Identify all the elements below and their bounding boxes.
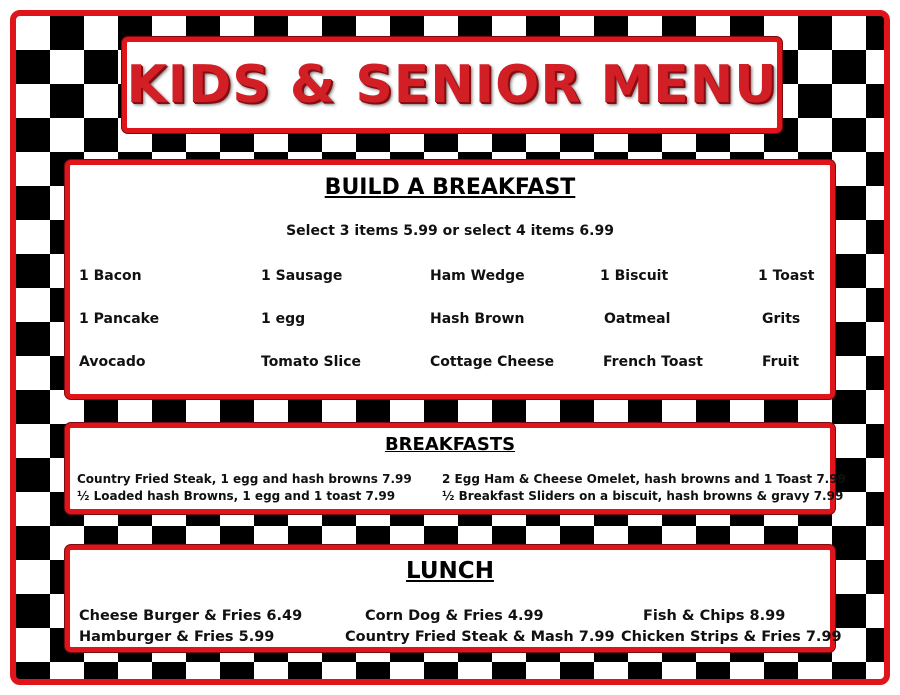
lunch-item: Country Fried Steak & Mash 7.99 — [345, 629, 615, 645]
breakfast-option: Hash Brown — [430, 311, 525, 327]
breakfasts-heading: BREAKFASTS — [384, 434, 516, 455]
build-breakfast-heading: BUILD A BREAKFAST — [324, 175, 576, 200]
breakfast-option: Grits — [762, 311, 801, 327]
build-breakfast-subtitle: Select 3 items 5.99 or select 4 items 6.99 — [286, 223, 614, 239]
breakfast-option: 1 Pancake — [79, 311, 160, 327]
breakfast-option: Oatmeal — [604, 311, 671, 327]
lunch-item: Hamburger & Fries 5.99 — [79, 629, 275, 645]
breakfast-option: Fruit — [762, 354, 800, 370]
breakfast-item: ½ Breakfast Sliders on a biscuit, hash browns & gravy 7.99 — [442, 489, 844, 503]
breakfast-option: French Toast — [603, 354, 703, 370]
breakfast-option: Ham Wedge — [430, 268, 525, 284]
breakfast-option: 1 Sausage — [261, 268, 343, 284]
lunch-item: Fish & Chips 8.99 — [643, 608, 786, 624]
breakfasts-panel — [65, 423, 846, 514]
breakfast-option: 1 Toast — [758, 268, 815, 284]
lunch-heading: LUNCH — [406, 558, 494, 584]
breakfast-option: 1 egg — [261, 311, 306, 327]
breakfast-option: Cottage Cheese — [430, 354, 555, 370]
breakfast-item: 2 Egg Ham & Cheese Omelet, hash browns and 1 Toast 7.99 — [442, 472, 846, 486]
lunch-panel — [65, 545, 842, 652]
breakfast-item: ½ Loaded hash Browns, 1 egg and 1 toast 7.99 — [77, 489, 396, 503]
title-panel — [122, 37, 782, 133]
breakfast-item: Country Fried Steak, 1 egg and hash browns 7.99 — [77, 472, 412, 486]
breakfast-option: 1 Biscuit — [600, 268, 669, 284]
lunch-item: Cheese Burger & Fries 6.49 — [79, 608, 303, 624]
breakfast-option: Tomato Slice — [261, 354, 362, 370]
build-breakfast-panel — [65, 160, 835, 399]
breakfast-option: 1 Bacon — [79, 268, 142, 284]
lunch-item: Chicken Strips & Fries 7.99 — [621, 629, 842, 645]
lunch-item: Corn Dog & Fries 4.99 — [365, 608, 544, 624]
breakfast-option: Avocado — [79, 354, 146, 370]
menu-title: KIDS & SENIOR MENU — [126, 55, 778, 115]
